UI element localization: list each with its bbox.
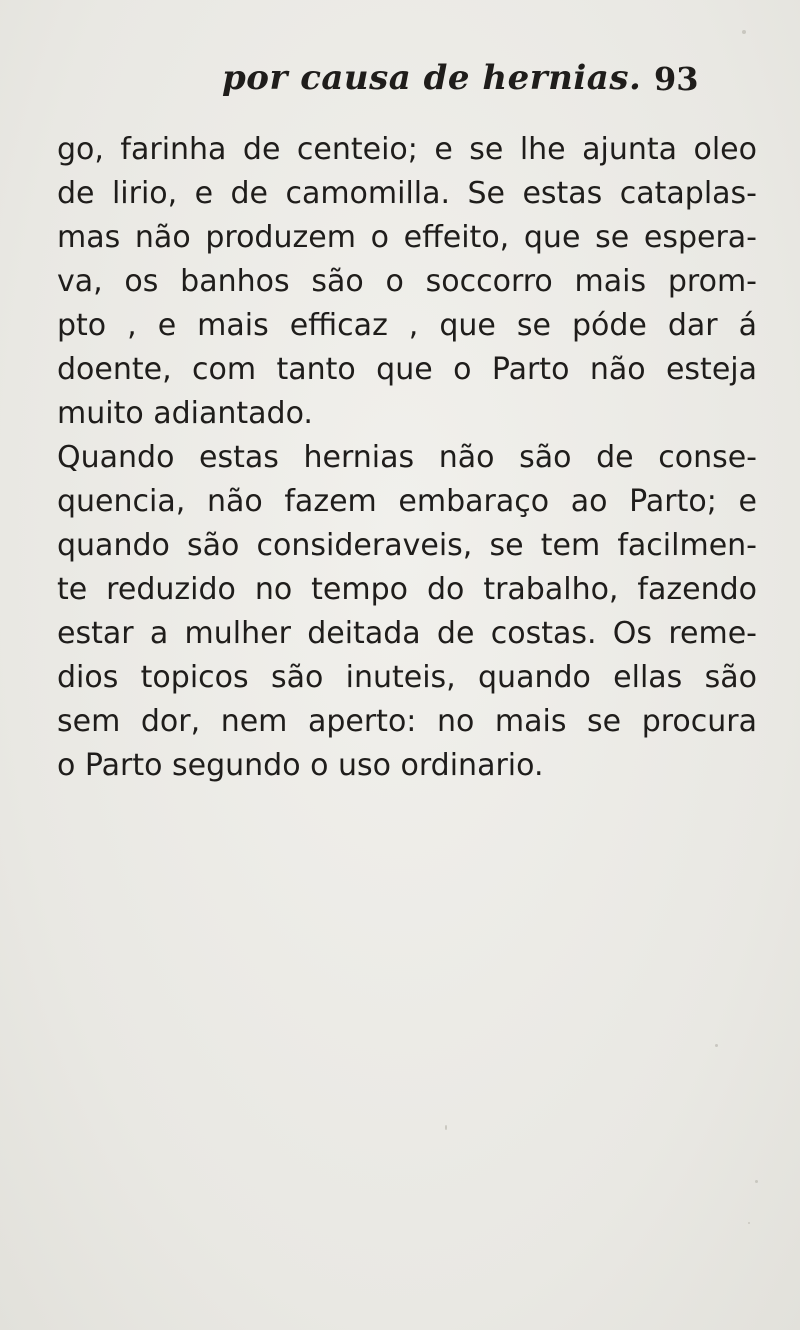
paper-speck <box>755 1180 758 1183</box>
text-line: quando são consideraveis, se tem facilmen- <box>57 528 757 563</box>
paper-speck <box>748 1222 750 1224</box>
text-line: va, os banhos são o soccorro mais prom- <box>57 264 757 299</box>
text-line: go, farinha de centeio; e se lhe ajunta oleo <box>57 132 757 167</box>
text-line: o Parto segundo o uso ordinario. <box>57 748 544 783</box>
text-line: estar a mulher deitada de costas. Os reme- <box>57 616 757 651</box>
running-head <box>0 58 800 108</box>
text-line: mas não produzem o effeito, que se espera- <box>57 220 757 255</box>
paper-speck <box>715 1044 718 1047</box>
text-line: pto , e mais efficaz , que se póde dar á <box>57 308 757 343</box>
text-line: de lirio, e de camomilla. Se estas cataplas- <box>57 176 757 211</box>
text-line: dios topicos são inuteis, quando ellas são <box>57 660 757 695</box>
page-number: 93 <box>654 60 699 98</box>
text-line: quencia, não fazem embaraço ao Parto; e <box>57 484 757 519</box>
paper-speck <box>742 30 746 34</box>
running-title: por causa de hernias. <box>222 58 642 98</box>
text-line: te reduzido no tempo do trabalho, fazendo <box>57 572 757 607</box>
text-line: muito adiantado. <box>57 396 313 431</box>
body-text <box>57 128 757 788</box>
text-line: sem dor, nem aperto: no mais se procura <box>57 704 757 739</box>
text-line: Quando estas hernias não são de conse- <box>57 440 757 475</box>
paper-speck <box>445 1125 447 1130</box>
text-line: doente, com tanto que o Parto não esteja <box>57 352 757 387</box>
